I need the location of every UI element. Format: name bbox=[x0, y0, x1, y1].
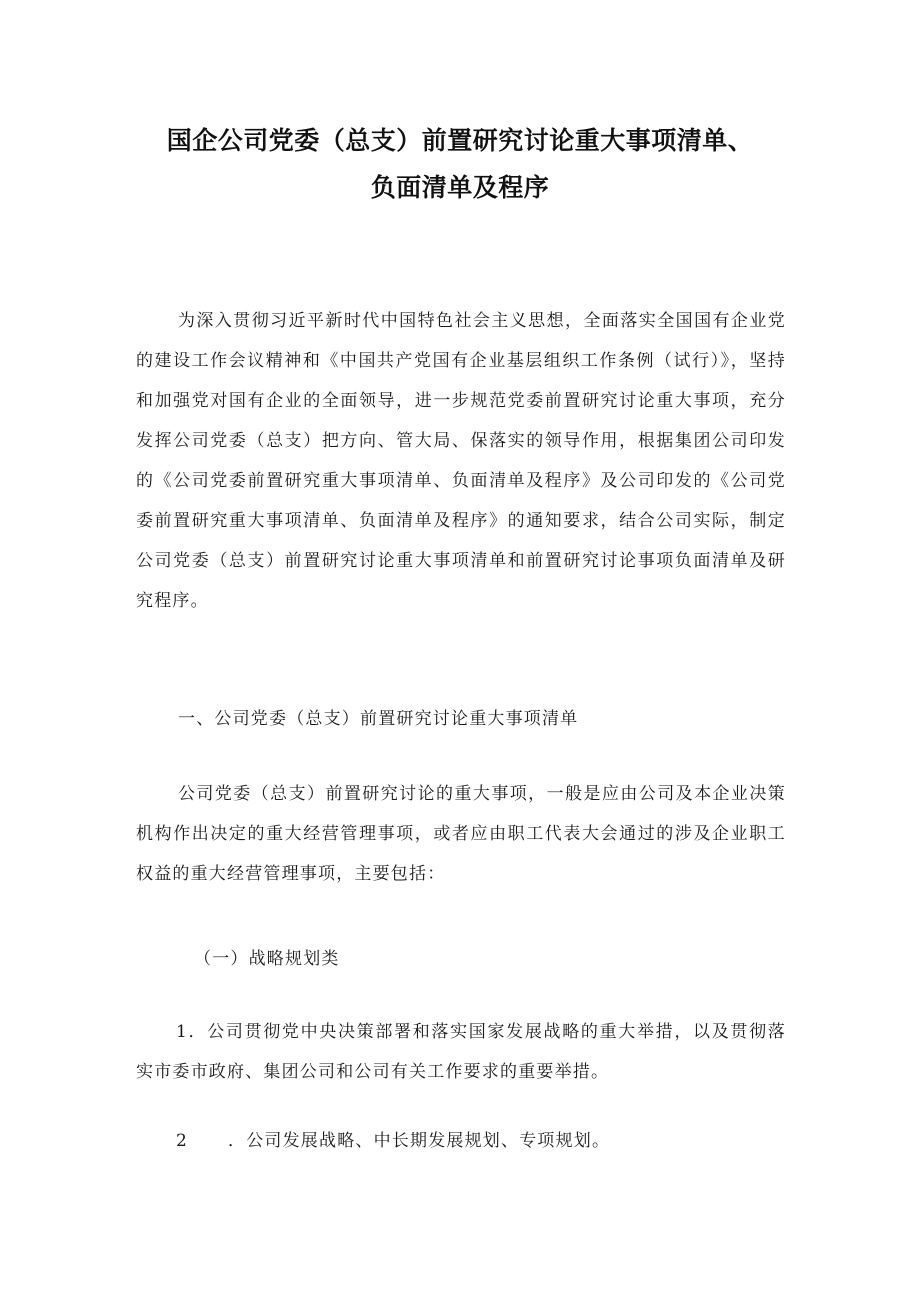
document-title-line-2: 负面清单及程序 bbox=[370, 173, 550, 202]
document-title-line-1: 国企公司党委（总支）前置研究讨论重大事项清单、 bbox=[166, 126, 754, 155]
list-item-2-number: 2 bbox=[176, 1131, 189, 1151]
intro-paragraph: 为深入贯彻习近平新时代中国特色社会主义思想，全面落实全国国有企业党的建设工作会议精神和《中国共产党国有企业基层组织工作条例（试行）》，坚持和加强党对国有企业的全面领导，进一步规范党委前置研究讨论重大事项，充分发挥公司党委（总支）把方向、管大局、保落实的领导作用，根据集团公司印发的《公司党委前置研究重大事项清单、负面清单及程序》及公司印发的《公司党委前置研究重大事项清单、负面清单及程序》的通知要求，结合公司实际，制定公司党委（总支）前置研究讨论重大事项清单和前置研究讨论事项负面清单及研究程序。 bbox=[136, 311, 786, 611]
list-item-2 bbox=[176, 1121, 610, 1161]
section-1-body: 公司党委（总支）前置研究讨论的重大事项，一般是应由公司及本企业决策机构作出决定的重大经营管理事项，或者应由职工代表大会通过的涉及企业职工权益的重大经营管理事项，主要包括： bbox=[136, 784, 786, 884]
list-item-2-text: ．公司发展战略、中长期发展规划、专项规划。 bbox=[228, 1131, 611, 1151]
list-item-1: 1．公司贯彻党中央决策部署和落实国家发展战略的重大举措，以及贯彻落实市委市政府、集团公司和公司有关工作要求的重要举措。 bbox=[136, 1022, 786, 1082]
section-1-heading: 一、公司党委（总支）前置研究讨论重大事项清单 bbox=[178, 709, 579, 729]
subsection-1-heading: （一）战略规划类 bbox=[194, 949, 340, 969]
